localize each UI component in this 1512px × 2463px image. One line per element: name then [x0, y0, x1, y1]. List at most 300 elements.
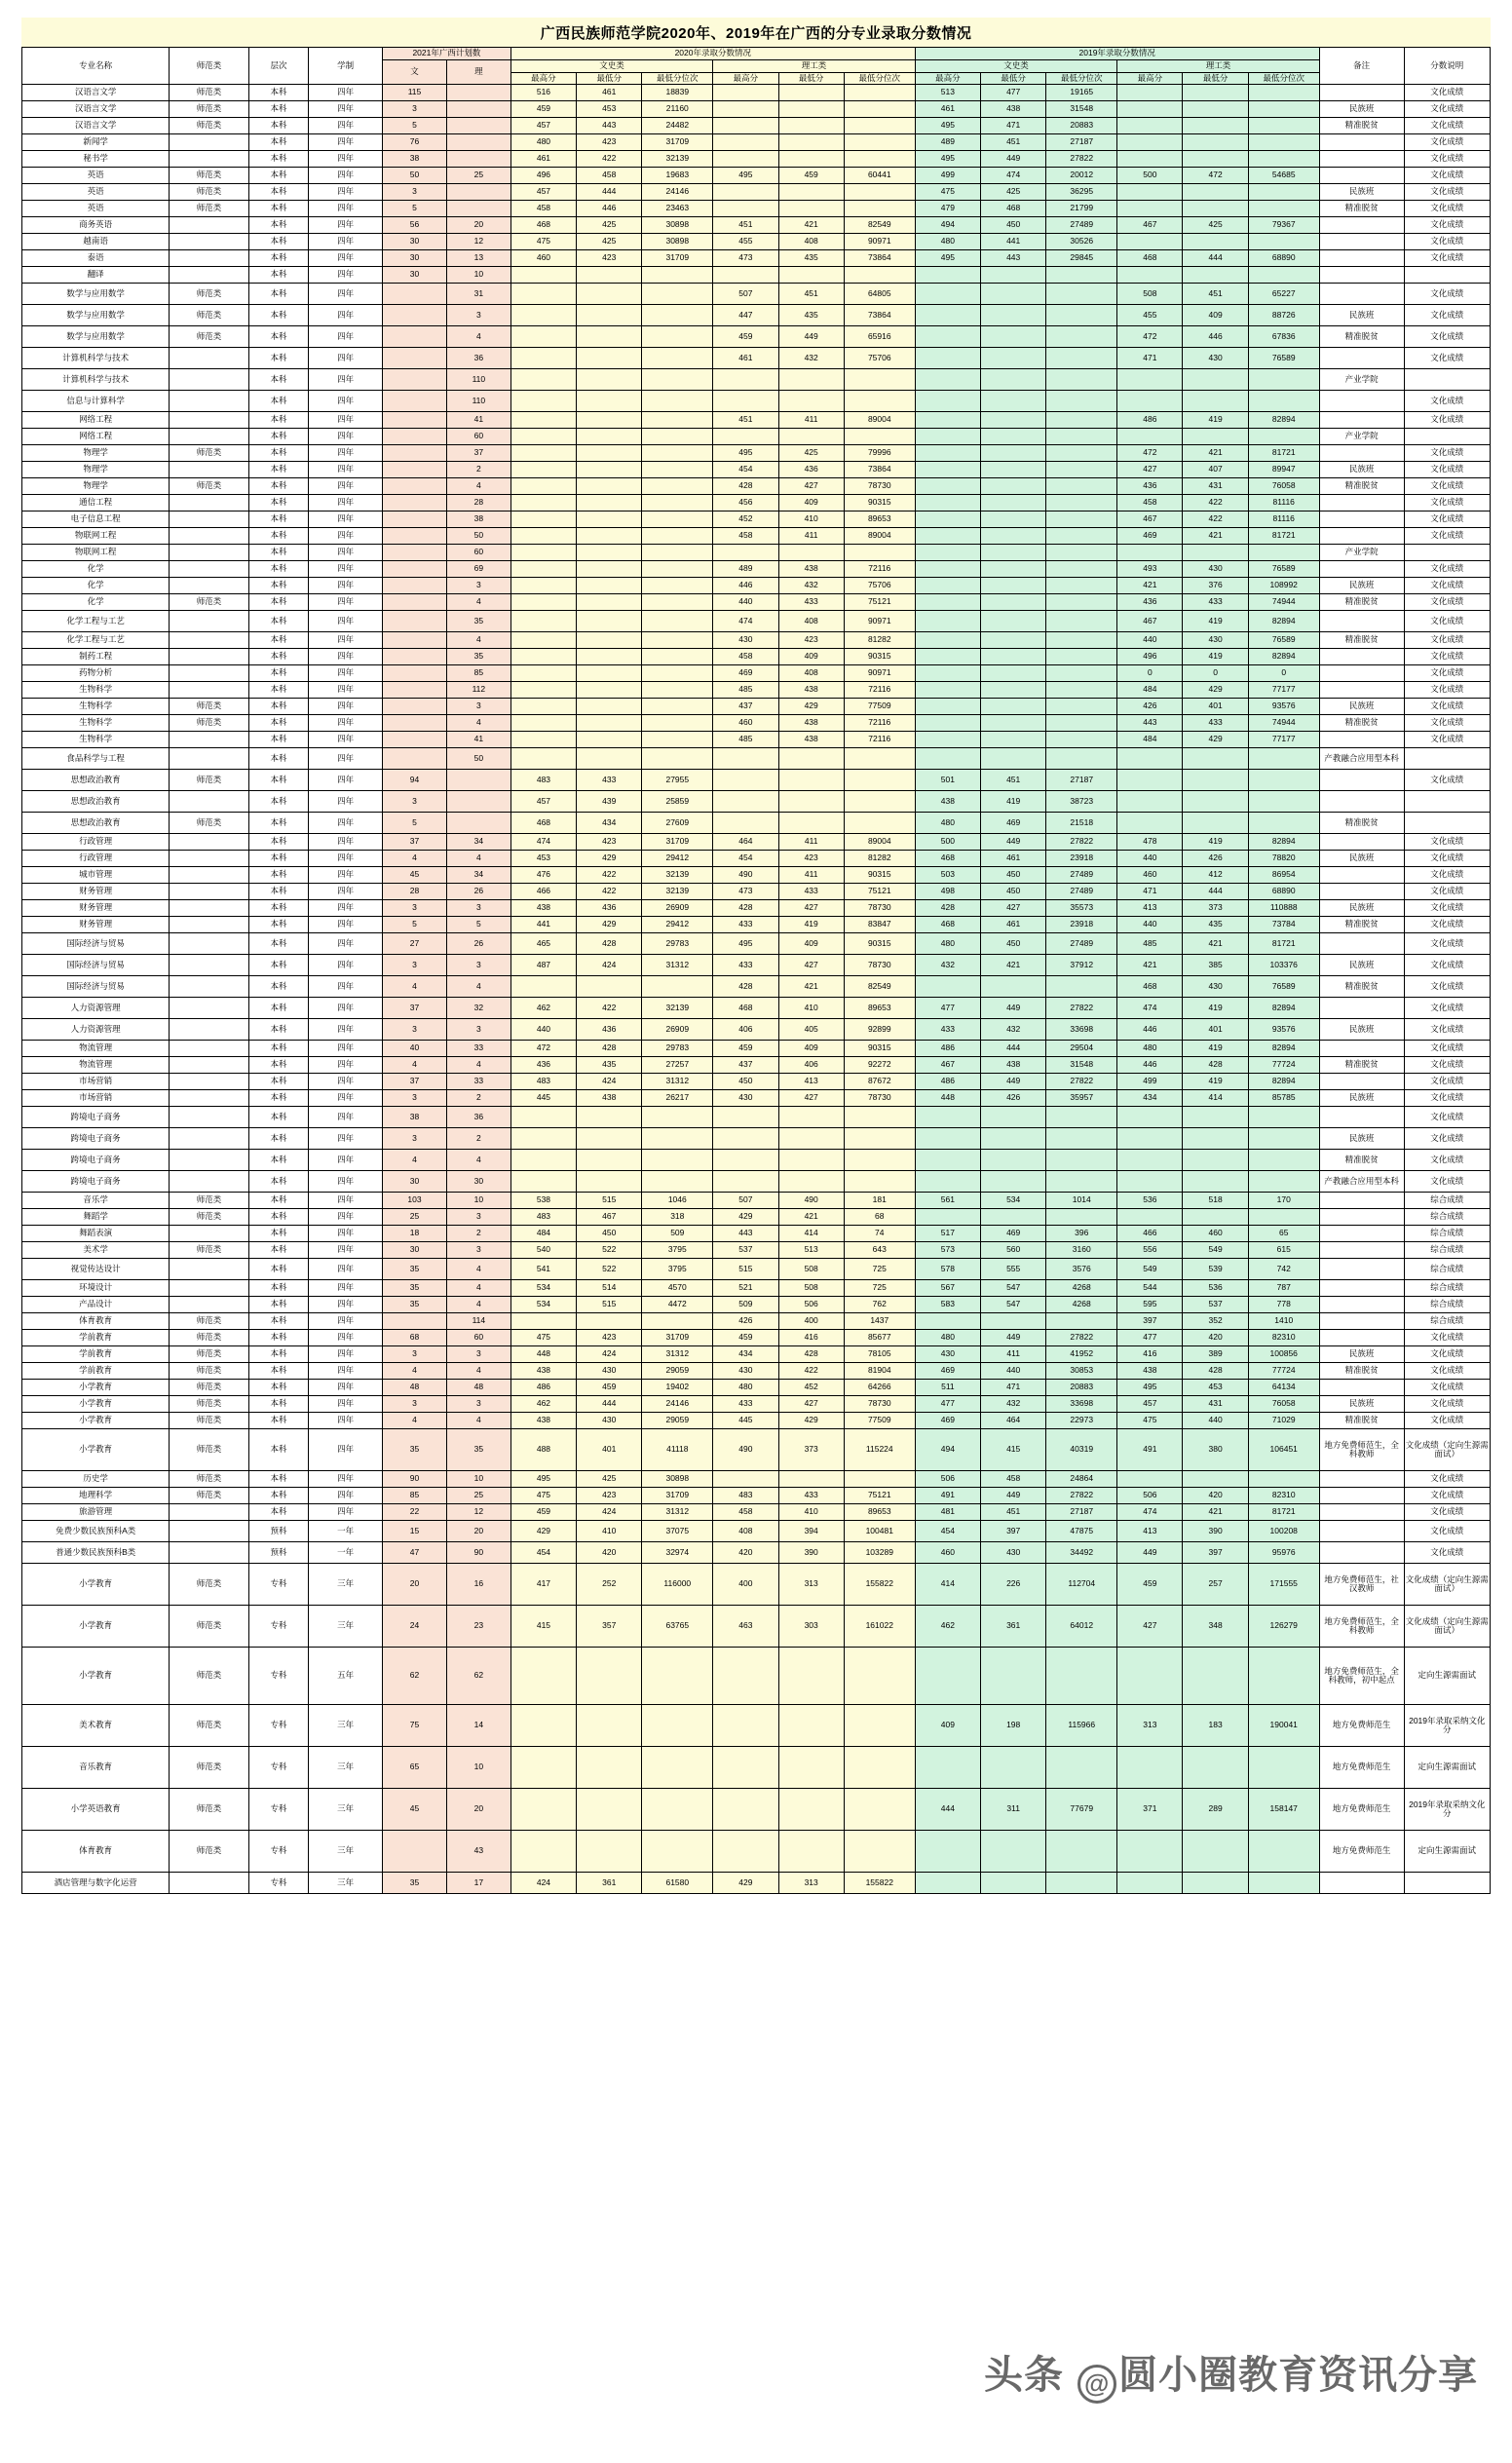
cell-y2020-ligong-min: 411 [778, 528, 844, 545]
cell-y2019-ligong-rank: 81116 [1248, 512, 1319, 528]
cell-y2020-wenshi-rank: 116000 [642, 1564, 713, 1606]
th-2020-wenshi: 文史类 [510, 59, 712, 72]
cell-plan-li: 12 [446, 1504, 510, 1521]
cell-plan-li: 4 [446, 1280, 510, 1297]
cell-y2020-wenshi-min [577, 412, 642, 429]
cell-y2019-wenshi-rank: 3160 [1046, 1242, 1117, 1259]
cell-normal-type [170, 1259, 248, 1280]
cell-y2019-wenshi-max: 573 [915, 1242, 980, 1259]
cell-score-desc: 文化成绩（定向生源需面试） [1404, 1564, 1490, 1606]
cell-score-desc: 文化成绩（定向生源需面试） [1404, 1429, 1490, 1471]
th-2019-ligong: 理工类 [1117, 59, 1320, 72]
cell-y2019-wenshi-rank: 396 [1046, 1226, 1117, 1242]
cell-y2019-wenshi-min: 449 [981, 151, 1046, 168]
cell-y2019-ligong-min [1183, 1107, 1248, 1128]
th-plan-li: 理 [446, 59, 510, 85]
table-row [22, 495, 1491, 512]
cell-y2020-ligong-min: 428 [778, 1346, 844, 1363]
cell-y2020-wenshi-min: 515 [577, 1297, 642, 1313]
cell-plan-wen: 3 [383, 791, 447, 813]
cell-y2019-wenshi-min [981, 682, 1046, 699]
cell-y2020-wenshi-max: 475 [510, 234, 576, 250]
watermark [984, 2344, 1478, 2404]
cell-y2019-ligong-min [1183, 429, 1248, 445]
cell-score-desc: 文化成绩 [1404, 1488, 1490, 1504]
cell-y2020-ligong-max [713, 1107, 778, 1128]
cell-y2020-ligong-max: 426 [713, 1313, 778, 1330]
cell-y2019-wenshi-min: 426 [981, 1090, 1046, 1107]
cell-y2020-ligong-min: 406 [778, 1057, 844, 1074]
cell-y2020-wenshi-rank: 18839 [642, 85, 713, 101]
cell-plan-li: 32 [446, 998, 510, 1019]
cell-y2020-ligong-rank: 77509 [844, 699, 915, 715]
cell-y2019-wenshi-min [981, 369, 1046, 391]
cell-level: 本科 [248, 478, 309, 495]
cell-note: 民族班 [1319, 1090, 1404, 1107]
cell-y2019-ligong-min: 348 [1183, 1606, 1248, 1648]
cell-y2019-ligong-max [1117, 1171, 1183, 1193]
cell-y2019-ligong-max [1117, 267, 1183, 284]
cell-y2019-ligong-rank [1248, 118, 1319, 134]
cell-y2020-ligong-max [713, 748, 778, 770]
cell-system: 四年 [309, 528, 383, 545]
cell-y2020-ligong-min [778, 770, 844, 791]
cell-plan-wen [383, 478, 447, 495]
cell-y2020-wenshi-rank: 29059 [642, 1363, 713, 1380]
table-row [22, 412, 1491, 429]
cell-normal-type: 师范类 [170, 1313, 248, 1330]
cell-y2020-ligong-rank: 100481 [844, 1521, 915, 1542]
cell-note: 地方免费师范生，全科教师，初中起点 [1319, 1648, 1404, 1705]
table-row [22, 118, 1491, 134]
cell-level: 本科 [248, 900, 309, 917]
cell-y2020-ligong-min: 411 [778, 834, 844, 851]
cell-level: 本科 [248, 1380, 309, 1396]
table-row [22, 851, 1491, 867]
cell-plan-li: 90 [446, 1542, 510, 1564]
cell-y2020-wenshi-min: 429 [577, 851, 642, 867]
cell-system: 四年 [309, 1380, 383, 1396]
cell-y2019-wenshi-min: 449 [981, 1330, 1046, 1346]
cell-y2019-wenshi-max: 468 [915, 917, 980, 933]
cell-plan-li [446, 134, 510, 151]
cell-y2020-ligong-min: 425 [778, 445, 844, 462]
cell-y2019-ligong-rank: 81721 [1248, 933, 1319, 955]
cell-level: 本科 [248, 955, 309, 976]
cell-y2020-ligong-max [713, 1648, 778, 1705]
table-row [22, 1747, 1491, 1789]
cell-major: 产品设计 [22, 1297, 170, 1313]
cell-plan-li: 3 [446, 1396, 510, 1413]
cell-level: 本科 [248, 976, 309, 998]
cell-y2020-wenshi-rank: 3795 [642, 1242, 713, 1259]
cell-y2020-wenshi-max: 457 [510, 184, 576, 201]
cell-note: 民族班 [1319, 955, 1404, 976]
cell-plan-wen: 30 [383, 250, 447, 267]
cell-plan-li: 62 [446, 1648, 510, 1705]
cell-y2019-ligong-max: 485 [1117, 933, 1183, 955]
cell-y2020-wenshi-min: 436 [577, 900, 642, 917]
cell-y2020-ligong-max: 433 [713, 955, 778, 976]
cell-plan-li: 3 [446, 900, 510, 917]
cell-y2019-wenshi-rank [1046, 1107, 1117, 1128]
cell-plan-wen: 94 [383, 770, 447, 791]
cell-score-desc: 综合成绩 [1404, 1209, 1490, 1226]
cell-y2019-ligong-max [1117, 1747, 1183, 1789]
cell-y2020-wenshi-max [510, 545, 576, 561]
cell-system: 四年 [309, 134, 383, 151]
cell-note: 产业学院 [1319, 429, 1404, 445]
cell-y2020-wenshi-rank [642, 462, 713, 478]
cell-y2019-wenshi-max: 583 [915, 1297, 980, 1313]
cell-y2019-wenshi-min [981, 1873, 1046, 1894]
cell-y2019-wenshi-max [915, 748, 980, 770]
cell-y2019-wenshi-max [915, 1648, 980, 1705]
cell-y2020-ligong-min: 438 [778, 561, 844, 578]
table-row [22, 1363, 1491, 1380]
cell-major: 通信工程 [22, 495, 170, 512]
cell-note: 产教融合应用型本科 [1319, 1171, 1404, 1193]
cell-y2020-ligong-rank [844, 151, 915, 168]
cell-y2019-ligong-max: 486 [1117, 412, 1183, 429]
cell-major: 音乐教育 [22, 1747, 170, 1789]
cell-y2019-ligong-min [1183, 545, 1248, 561]
cell-score-desc: 综合成绩 [1404, 1297, 1490, 1313]
cell-y2020-ligong-rank [844, 201, 915, 217]
cell-y2020-ligong-rank: 77509 [844, 1413, 915, 1429]
cell-y2020-wenshi-max: 483 [510, 1209, 576, 1226]
th-2019-ligong-rank: 最低分位次 [1248, 72, 1319, 85]
cell-y2020-wenshi-min: 435 [577, 1057, 642, 1074]
cell-major: 汉语言文学 [22, 118, 170, 134]
cell-note: 地方免费师范生 [1319, 1789, 1404, 1831]
cell-plan-wen: 4 [383, 976, 447, 998]
cell-normal-type: 师范类 [170, 1564, 248, 1606]
cell-y2019-wenshi-rank [1046, 594, 1117, 611]
cell-y2020-wenshi-max: 476 [510, 867, 576, 884]
cell-y2020-wenshi-max: 462 [510, 998, 576, 1019]
cell-y2020-wenshi-min [577, 578, 642, 594]
cell-major: 越南语 [22, 234, 170, 250]
cell-note [1319, 649, 1404, 665]
cell-level: 本科 [248, 201, 309, 217]
cell-system: 四年 [309, 326, 383, 348]
cell-y2020-ligong-min [778, 791, 844, 813]
cell-note: 民族班 [1319, 305, 1404, 326]
cell-y2019-wenshi-rank [1046, 649, 1117, 665]
cell-system: 四年 [309, 917, 383, 933]
cell-level: 本科 [248, 884, 309, 900]
cell-major: 汉语言文学 [22, 101, 170, 118]
cell-level: 本科 [248, 284, 309, 305]
cell-y2019-wenshi-min: 555 [981, 1259, 1046, 1280]
cell-y2020-ligong-rank [844, 1471, 915, 1488]
cell-y2019-wenshi-min: 450 [981, 884, 1046, 900]
cell-normal-type [170, 217, 248, 234]
cell-note: 民族班 [1319, 184, 1404, 201]
cell-y2019-wenshi-min: 397 [981, 1521, 1046, 1542]
cell-y2019-wenshi-max: 561 [915, 1193, 980, 1209]
cell-y2020-wenshi-min [577, 561, 642, 578]
cell-y2019-ligong-max: 416 [1117, 1346, 1183, 1363]
cell-plan-li: 28 [446, 495, 510, 512]
cell-score-desc: 文化成绩 [1404, 151, 1490, 168]
cell-y2020-ligong-max: 428 [713, 478, 778, 495]
cell-note: 民族班 [1319, 1128, 1404, 1150]
cell-y2019-wenshi-rank: 27489 [1046, 933, 1117, 955]
cell-y2020-ligong-max: 451 [713, 412, 778, 429]
cell-score-desc: 文化成绩 [1404, 1150, 1490, 1171]
cell-plan-wen: 38 [383, 1107, 447, 1128]
cell-y2019-wenshi-rank: 47875 [1046, 1521, 1117, 1542]
cell-y2020-wenshi-rank: 4570 [642, 1280, 713, 1297]
cell-system: 四年 [309, 391, 383, 412]
cell-y2020-ligong-min: 413 [778, 1074, 844, 1090]
table-row [22, 917, 1491, 933]
cell-plan-li: 26 [446, 933, 510, 955]
cell-y2019-wenshi-min: 560 [981, 1242, 1046, 1259]
cell-y2019-ligong-rank [1248, 85, 1319, 101]
cell-score-desc: 综合成绩 [1404, 1280, 1490, 1297]
th-system: 学制 [309, 48, 383, 85]
cell-y2019-ligong-max: 484 [1117, 682, 1183, 699]
cell-note [1319, 250, 1404, 267]
cell-y2020-wenshi-rank: 31709 [642, 1330, 713, 1346]
cell-plan-wen: 3 [383, 900, 447, 917]
th-group-plan: 2021年广西计划数 [383, 48, 511, 60]
cell-score-desc: 文化成绩 [1404, 118, 1490, 134]
cell-y2019-ligong-rank: 93576 [1248, 1019, 1319, 1041]
table-row [22, 884, 1491, 900]
cell-y2019-ligong-min: 433 [1183, 715, 1248, 732]
cell-plan-wen [383, 578, 447, 594]
cell-y2019-wenshi-max: 498 [915, 884, 980, 900]
cell-score-desc [1404, 369, 1490, 391]
cell-system: 四年 [309, 512, 383, 528]
cell-score-desc [1404, 813, 1490, 834]
cell-y2020-ligong-rank: 89653 [844, 512, 915, 528]
cell-normal-type: 师范类 [170, 118, 248, 134]
cell-y2020-wenshi-max: 465 [510, 933, 576, 955]
cell-y2020-wenshi-max [510, 1128, 576, 1150]
cell-score-desc: 文化成绩 [1404, 1346, 1490, 1363]
cell-y2019-ligong-min: 419 [1183, 611, 1248, 632]
cell-y2020-wenshi-max: 454 [510, 1542, 576, 1564]
cell-y2019-ligong-rank [1248, 234, 1319, 250]
cell-y2020-ligong-rank: 82549 [844, 217, 915, 234]
cell-y2020-wenshi-min: 422 [577, 998, 642, 1019]
cell-y2019-wenshi-rank [1046, 391, 1117, 412]
cell-y2020-ligong-min [778, 267, 844, 284]
cell-y2019-wenshi-min [981, 545, 1046, 561]
cell-major: 普通少数民族预科B类 [22, 1542, 170, 1564]
cell-score-desc: 文化成绩 [1404, 134, 1490, 151]
cell-y2020-wenshi-min [577, 326, 642, 348]
cell-y2019-ligong-max: 397 [1117, 1313, 1183, 1330]
table-row [22, 1606, 1491, 1648]
cell-y2020-wenshi-min: 425 [577, 1471, 642, 1488]
cell-y2019-wenshi-rank: 24864 [1046, 1471, 1117, 1488]
cell-level: 本科 [248, 445, 309, 462]
cell-y2019-wenshi-max: 467 [915, 1057, 980, 1074]
cell-y2019-wenshi-rank [1046, 561, 1117, 578]
cell-y2020-wenshi-rank [642, 611, 713, 632]
cell-plan-li: 20 [446, 217, 510, 234]
cell-y2020-wenshi-rank: 24146 [642, 1396, 713, 1413]
cell-y2019-ligong-max: 421 [1117, 955, 1183, 976]
cell-y2019-wenshi-rank: 30853 [1046, 1363, 1117, 1380]
cell-y2020-wenshi-rank: 31709 [642, 834, 713, 851]
cell-y2020-ligong-min: 400 [778, 1313, 844, 1330]
cell-y2019-wenshi-max [915, 682, 980, 699]
cell-y2020-ligong-rank: 89653 [844, 998, 915, 1019]
cell-y2020-ligong-min [778, 1831, 844, 1873]
cell-y2019-ligong-min [1183, 1747, 1248, 1789]
cell-y2020-ligong-max: 537 [713, 1242, 778, 1259]
cell-y2020-wenshi-min [577, 391, 642, 412]
cell-y2019-ligong-max: 449 [1117, 1542, 1183, 1564]
cell-y2020-wenshi-rank: 23463 [642, 201, 713, 217]
cell-y2020-ligong-min: 429 [778, 1413, 844, 1429]
cell-score-desc [1404, 748, 1490, 770]
cell-plan-wen: 4 [383, 1057, 447, 1074]
cell-plan-li: 13 [446, 250, 510, 267]
cell-system: 四年 [309, 1209, 383, 1226]
cell-y2020-wenshi-max: 541 [510, 1259, 576, 1280]
cell-y2020-ligong-min: 438 [778, 715, 844, 732]
cell-y2020-wenshi-max: 459 [510, 101, 576, 118]
cell-y2020-ligong-max: 480 [713, 1380, 778, 1396]
cell-y2019-wenshi-rank [1046, 284, 1117, 305]
cell-y2019-wenshi-max: 480 [915, 933, 980, 955]
cell-normal-type: 师范类 [170, 715, 248, 732]
cell-y2020-wenshi-rank: 24146 [642, 184, 713, 201]
cell-level: 本科 [248, 1074, 309, 1090]
cell-y2019-wenshi-max [915, 348, 980, 369]
cell-level: 预科 [248, 1542, 309, 1564]
cell-plan-li [446, 85, 510, 101]
cell-normal-type [170, 976, 248, 998]
cell-y2020-wenshi-min: 401 [577, 1429, 642, 1471]
cell-y2019-wenshi-min: 449 [981, 1488, 1046, 1504]
cell-y2020-wenshi-min: 425 [577, 217, 642, 234]
cell-y2019-wenshi-max [915, 495, 980, 512]
cell-plan-wen: 50 [383, 168, 447, 184]
cell-y2019-wenshi-rank [1046, 462, 1117, 478]
cell-major: 体育教育 [22, 1831, 170, 1873]
cell-plan-li: 60 [446, 545, 510, 561]
cell-y2020-ligong-min: 313 [778, 1873, 844, 1894]
cell-y2020-wenshi-min [577, 632, 642, 649]
cell-normal-type [170, 545, 248, 561]
cell-y2020-wenshi-max: 424 [510, 1873, 576, 1894]
cell-y2019-wenshi-max [915, 715, 980, 732]
cell-normal-type: 师范类 [170, 201, 248, 217]
cell-y2019-wenshi-rank [1046, 699, 1117, 715]
table-row [22, 201, 1491, 217]
cell-y2020-wenshi-rank: 509 [642, 1226, 713, 1242]
cell-y2020-ligong-min [778, 1128, 844, 1150]
cell-y2020-wenshi-rank: 29783 [642, 1041, 713, 1057]
table-row [22, 85, 1491, 101]
cell-y2020-wenshi-max: 540 [510, 1242, 576, 1259]
cell-y2020-ligong-rank [844, 1171, 915, 1193]
cell-y2020-ligong-min: 432 [778, 348, 844, 369]
cell-y2019-wenshi-min: 464 [981, 1413, 1046, 1429]
cell-y2019-ligong-rank: 86954 [1248, 867, 1319, 884]
cell-y2020-wenshi-min [577, 1107, 642, 1128]
cell-system: 四年 [309, 1150, 383, 1171]
cell-score-desc: 文化成绩 [1404, 1057, 1490, 1074]
cell-y2020-wenshi-rank [642, 326, 713, 348]
cell-y2019-ligong-rank [1248, 770, 1319, 791]
cell-system: 四年 [309, 1429, 383, 1471]
cell-system: 四年 [309, 1297, 383, 1313]
cell-y2019-wenshi-rank: 33698 [1046, 1019, 1117, 1041]
cell-y2020-wenshi-min [577, 369, 642, 391]
cell-y2019-ligong-rank: 100856 [1248, 1346, 1319, 1363]
table-row [22, 1019, 1491, 1041]
cell-y2019-ligong-rank [1248, 369, 1319, 391]
th-2020-ligong-max: 最高分 [713, 72, 778, 85]
table-row [22, 1831, 1491, 1873]
cell-y2019-ligong-rank [1248, 1648, 1319, 1705]
cell-y2019-wenshi-max: 477 [915, 1396, 980, 1413]
cell-level: 本科 [248, 184, 309, 201]
cell-y2019-ligong-rank: 81721 [1248, 1504, 1319, 1521]
cell-y2019-ligong-max: 480 [1117, 1041, 1183, 1057]
cell-y2019-wenshi-rank [1046, 305, 1117, 326]
cell-major: 化学工程与工艺 [22, 611, 170, 632]
cell-y2019-ligong-min: 549 [1183, 1242, 1248, 1259]
cell-plan-li: 38 [446, 512, 510, 528]
cell-plan-wen [383, 732, 447, 748]
cell-y2019-ligong-max: 469 [1117, 528, 1183, 545]
cell-level: 本科 [248, 1209, 309, 1226]
cell-normal-type: 师范类 [170, 445, 248, 462]
cell-level: 本科 [248, 611, 309, 632]
cell-plan-li: 3 [446, 1019, 510, 1041]
table-row [22, 1128, 1491, 1150]
cell-system: 四年 [309, 813, 383, 834]
cell-y2019-ligong-rank [1248, 134, 1319, 151]
cell-y2020-wenshi-min: 439 [577, 791, 642, 813]
cell-y2020-ligong-max: 473 [713, 884, 778, 900]
cell-y2020-wenshi-rank [642, 594, 713, 611]
cell-major: 思想政治教育 [22, 791, 170, 813]
cell-score-desc: 文化成绩 [1404, 851, 1490, 867]
cell-y2020-wenshi-max: 487 [510, 955, 576, 976]
cell-y2019-wenshi-min [981, 1107, 1046, 1128]
cell-note: 民族班 [1319, 900, 1404, 917]
cell-plan-wen: 3 [383, 184, 447, 201]
cell-y2020-ligong-max [713, 791, 778, 813]
cell-score-desc: 文化成绩（定向生源需面试） [1404, 1606, 1490, 1648]
cell-y2020-ligong-max: 456 [713, 495, 778, 512]
cell-level: 本科 [248, 732, 309, 748]
cell-y2020-wenshi-max [510, 429, 576, 445]
cell-y2019-ligong-min [1183, 1209, 1248, 1226]
cell-y2019-wenshi-rank: 23918 [1046, 917, 1117, 933]
cell-y2020-wenshi-max: 417 [510, 1564, 576, 1606]
cell-plan-wen [383, 495, 447, 512]
cell-score-desc: 文化成绩 [1404, 611, 1490, 632]
cell-y2020-ligong-min [778, 748, 844, 770]
cell-y2019-ligong-min: 397 [1183, 1542, 1248, 1564]
cell-y2020-ligong-max [713, 1789, 778, 1831]
cell-y2020-wenshi-rank: 31312 [642, 955, 713, 976]
table-row [22, 168, 1491, 184]
